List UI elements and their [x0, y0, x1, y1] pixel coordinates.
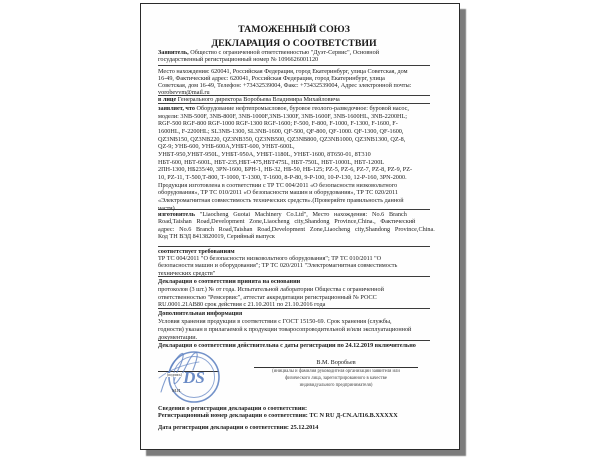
- basis-section: [158, 286, 430, 309]
- requirements-line: технических средств": [158, 270, 216, 278]
- declares-line: оборудования», ТР ТС 010/2011 «О безопасности машин и оборудования», ТР ТС 020/2011: [158, 189, 398, 197]
- additional-line: документации.: [158, 333, 198, 341]
- declares-line: НБТ-600, НБТ-600L, НБТ-235,НБТ-475,НБТ475L, НБТ-750L, НБТ-1000L, НБТ-1200L: [158, 158, 385, 166]
- divider: [158, 65, 430, 66]
- divider: [158, 340, 430, 341]
- applicant-section: [158, 49, 430, 64]
- requirements-line: безопасности машин и оборудования"; ТР ТС 020/2011 "Электромагнитная совместимость: [158, 262, 398, 270]
- registration-number: Регистрационный номер декларации о соответствии: ТС N RU Д-CN.АЛ16.В.XXXXX: [158, 412, 398, 419]
- declares-line: части): [158, 204, 175, 212]
- declares-line: Продукция изготовлена в соответствии с ТР ТС 004/2011 «О безопасности низковольтного: [158, 181, 398, 189]
- additional-section: [158, 318, 430, 341]
- requirements-line: ТР ТС 004/2011 "О безопасности низковольтного оборудования"; ТР ТС 010/2011 "О: [158, 254, 382, 262]
- applicant-line-2: государственный регистрационный номер № 1096626001120: [158, 56, 319, 64]
- manufacturer-section: [158, 210, 435, 241]
- divider: [158, 308, 430, 309]
- declares-line: заявляет, что Оборудование нефтепромысловое, буровое геолого-разведочное: буровой насос,: [158, 105, 409, 112]
- additional-heading: Дополнительная информация: [158, 309, 243, 317]
- applicant-line-1: Заявитель, Общество с ограниченной ответственностью "Дуэт-Сервис", Основной: [158, 49, 380, 56]
- declares-line: модели: 3NB-500F, 3NB-800F, 3NB-1000F,3NB-1300F, 3NB-1600F, 3NB-1600HL, 3NB-2200HL;: [158, 112, 408, 120]
- manufacturer-line: Road,Taishan Road,Development Zone,Liaocheng city,Shandong Province,China., Фактический: [158, 218, 416, 226]
- signatory-name: В.М. Воробьев: [316, 359, 356, 366]
- declares-line: «Электромагнитная совместимость технических средств».(Проверяйте правильность данной: [158, 197, 404, 205]
- location-line: 16-49, Фактический адрес: 620041, Российская Федерация, город Екатеринбург, улица: [158, 74, 385, 82]
- validity-line: Декларация о соответствии действительна с даты регистрации по 24.12.2019 включительно: [158, 342, 416, 350]
- registration-heading: Сведения о регистрации декларации о соответствии:: [158, 404, 308, 412]
- requirements-heading: соответствует требованиям: [158, 247, 235, 255]
- person-line: в лице Генерального директора Воробьева Владимира Михайловича: [158, 96, 340, 103]
- requirements-section: [158, 255, 430, 278]
- additional-line: Условия хранения продукции в соответствии с ГОСТ 15150-69. Срок хранения (службы,: [158, 318, 392, 326]
- location-line: Советская, дом 16-49, Телефон: +73432539004, Факс: +73432539004, Адрес электронной почты:: [158, 81, 412, 89]
- podpis-label: (подпись): [167, 372, 182, 377]
- basis-line: ответственностью "Ремсервис", аттестат аккредитации регистрационный № РОСС: [158, 293, 377, 301]
- divider: [158, 103, 430, 104]
- company-stamp: [155, 348, 239, 408]
- declares-line: QZ3NB150, QZ3NB220, QZ3NB350, QZ3NB500, QZ3NB800, QZ3NB1000, QZ3NB1300, QZ-8,: [158, 135, 406, 143]
- declares-line: RGF-500 RGF-800 RGF-1000 RGF-1300 RGF-1600; F-500, F-800, F-1000, F-1300, F-1600, F-: [158, 120, 398, 128]
- location-line: vorobevvm@mail.ru: [158, 89, 210, 97]
- declares-line: 1600HL, F-2200HL; SL3NB-1300, SL3NB-1600, QF-500, QF-800, QF-1000. QF-1300, QF-1600,: [158, 128, 404, 136]
- declares-line: QZ-9; УНБ-600, УНБ-600А,УНБТ-600, УНБТ-600L,: [158, 143, 295, 151]
- basis-heading: Декларация о соответствии принята на основании: [158, 277, 301, 285]
- title-line-1: ТАМОЖЕННЫЙ СОЮЗ: [238, 24, 350, 35]
- page-title: [158, 23, 430, 50]
- signature-caption: (инициалы и фамилия руководителя организации заявителя или физического лица, зарегистрированного в качестве индивидуального предпринимателя): [272, 369, 400, 388]
- title-line-2: ДЕКЛАРАЦИЯ О СООТВЕТСТВИИ: [211, 37, 377, 49]
- mp-label: М.П.: [172, 388, 182, 393]
- document-page: [140, 3, 460, 450]
- declares-line: 2ПН-1300, НБ235/40, 3PN-1600, БРН-1, НБ-32, НБ-50, НБ-125; PZ-5, PZ-6, PZ-7, PZ-8, PZ-9, PZ-: [158, 166, 413, 174]
- manufacturer-line: изготовитель "Liaocheng Guotai Machinery Co.Ltd", Место нахождения: No.6 Branch: [158, 210, 407, 218]
- location-line: Место нахождения: 620041, Российская Федерация, город Екатеринбург, улица Советская, дом: [158, 67, 408, 75]
- declaration-products-section: [158, 105, 430, 212]
- declares-line: 10, PZ-11, Т-500,Т-800, Т-1000, Т-1300, Т-1600, 8-P-80, 9-P-100, 10-P-130, 12-P-160, 3PN-2000.: [158, 174, 407, 182]
- signature-line-right: [254, 367, 418, 368]
- registration-date: Дата регистрации декларации о соответствии: 25.12.2014: [158, 423, 319, 431]
- manufacturer-line: адрес: No.6 Branch Road,Taishan Road,Development Zone,Liaocheng city,Shandong Province,China.: [158, 225, 435, 233]
- basis-line: протоколов (3 шт.) № от года. Испытательной лаборатории Общества с ограниченной: [158, 286, 384, 293]
- basis-line: RU.0001.21АВ80 срок действия с 21.10.2011 по 21.10.2016 года: [158, 301, 326, 308]
- additional-line: годности) указан в прилагаемой к продукции товаросопроводительной и/или эксплуатационной: [158, 326, 412, 333]
- manufacturer-line: Код ТН ВЭД 8413820019, Серийный выпуск: [158, 233, 275, 241]
- location-section: [158, 68, 430, 97]
- declares-line: УНБТ-950,УНБТ-950L, УНБТ-950А, УНБТ-1180L, УНБТ-1600, 8Т650-01, 8Т310: [158, 151, 371, 159]
- stamp-monogram: DS: [183, 368, 205, 387]
